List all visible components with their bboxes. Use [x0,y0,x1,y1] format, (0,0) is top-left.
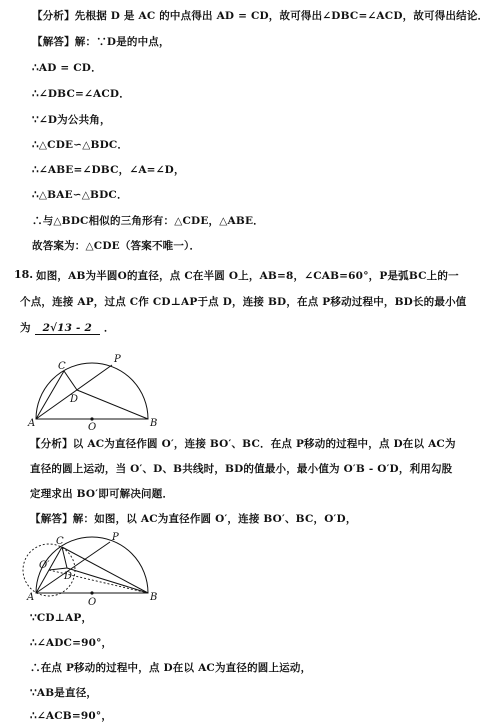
figure-1-semicircle [24,344,164,433]
answer-blank: 2√13 - 2 [35,322,100,335]
step-line: ∴∠DBC=∠ACD． [32,88,130,100]
label-a: A [28,418,36,429]
label-a: A [27,592,35,603]
analysis-2-line-3: 定理求出 BO′即可解决问题． [30,488,174,500]
question-line-1: 如图，AB为半圆O的直径，点 C在半圆 O上，AB=8，∠CAB=60°，P是弧BC上的一 [36,270,459,282]
analysis-2-line-1: 【分析】以 AC为直径作圆 O′，连接 BO′、BC．在点 P移动的过程中，点 D在以 AC为 [30,438,456,450]
question-answer-line [20,320,115,335]
label-p: P [114,354,121,365]
segment-o-prime-d [49,568,67,570]
semicircle-shape [36,537,148,593]
answer-suffix: ． [103,322,115,334]
answer-heading-2: 【解答】解：如图，以 AC为直径作圆 O′，连接 BO′、BC，O′D， [30,513,357,525]
figure-2-construction [22,530,162,606]
center-o-point [90,591,93,594]
step-line: ∴△BAE∽△BDC． [32,189,128,201]
step-line: ∵CD⊥AP， [30,612,93,624]
question-line-2: 个点，连接 AP，过点 C作 CD⊥AP于点 D，连接 BD，在点 P移动过程中，BD长的最小值 [20,296,467,308]
segment-cd [64,371,77,390]
step-line: ∴在点 P移动的过程中，点 D在以 AC为直径的圆上运动， [30,662,312,674]
label-o-prime: O′ [39,560,50,571]
center-o-point [90,417,93,420]
step-line: ∴∠ABE=∠DBC，∠A=∠D， [32,164,185,176]
segment-ac [36,371,64,419]
segment-bd [77,390,148,419]
label-p: P [112,532,119,543]
step-line: 故答案为：△CDE（答案不唯一）． [32,240,201,252]
answer-prefix: 为 [20,322,31,334]
label-o: O [88,422,97,433]
step-line: ∵∠D为公共角， [32,114,111,126]
segment-ap [36,365,112,419]
label-d: D [64,571,73,582]
question-number: 18. [14,268,34,281]
step-line: ∴AD = CD． [32,62,102,74]
label-d: D [70,394,79,405]
step-line: ∵AB是直径， [30,687,98,699]
label-o: O [88,597,97,608]
step-line: ∴与△BDC相似的三角形有：△CDE，△ABE． [32,215,264,227]
label-c: C [58,361,66,372]
answer-heading-1: 【解答】解：∵D是的中点， [32,36,170,48]
label-b: B [150,418,158,429]
label-c: C [56,536,64,547]
step-line: ∴∠ACB=90°， [30,710,113,722]
step-line: ∴△CDE∽△BDC． [32,139,129,151]
label-b: B [150,592,158,603]
step-line: ∴∠ADC=90°， [30,637,113,649]
analysis-text-1: 【分析】先根据 D 是 AC 的中点得出 AD = CD，故可得出∠DBC=∠ACD，故可得出结论． [32,10,488,22]
analysis-2-line-2: 直径的圆上运动，当 O′、D、B共线时，BD的值最小，最小值为 O′B - O′D，利用勾股 [30,463,453,475]
